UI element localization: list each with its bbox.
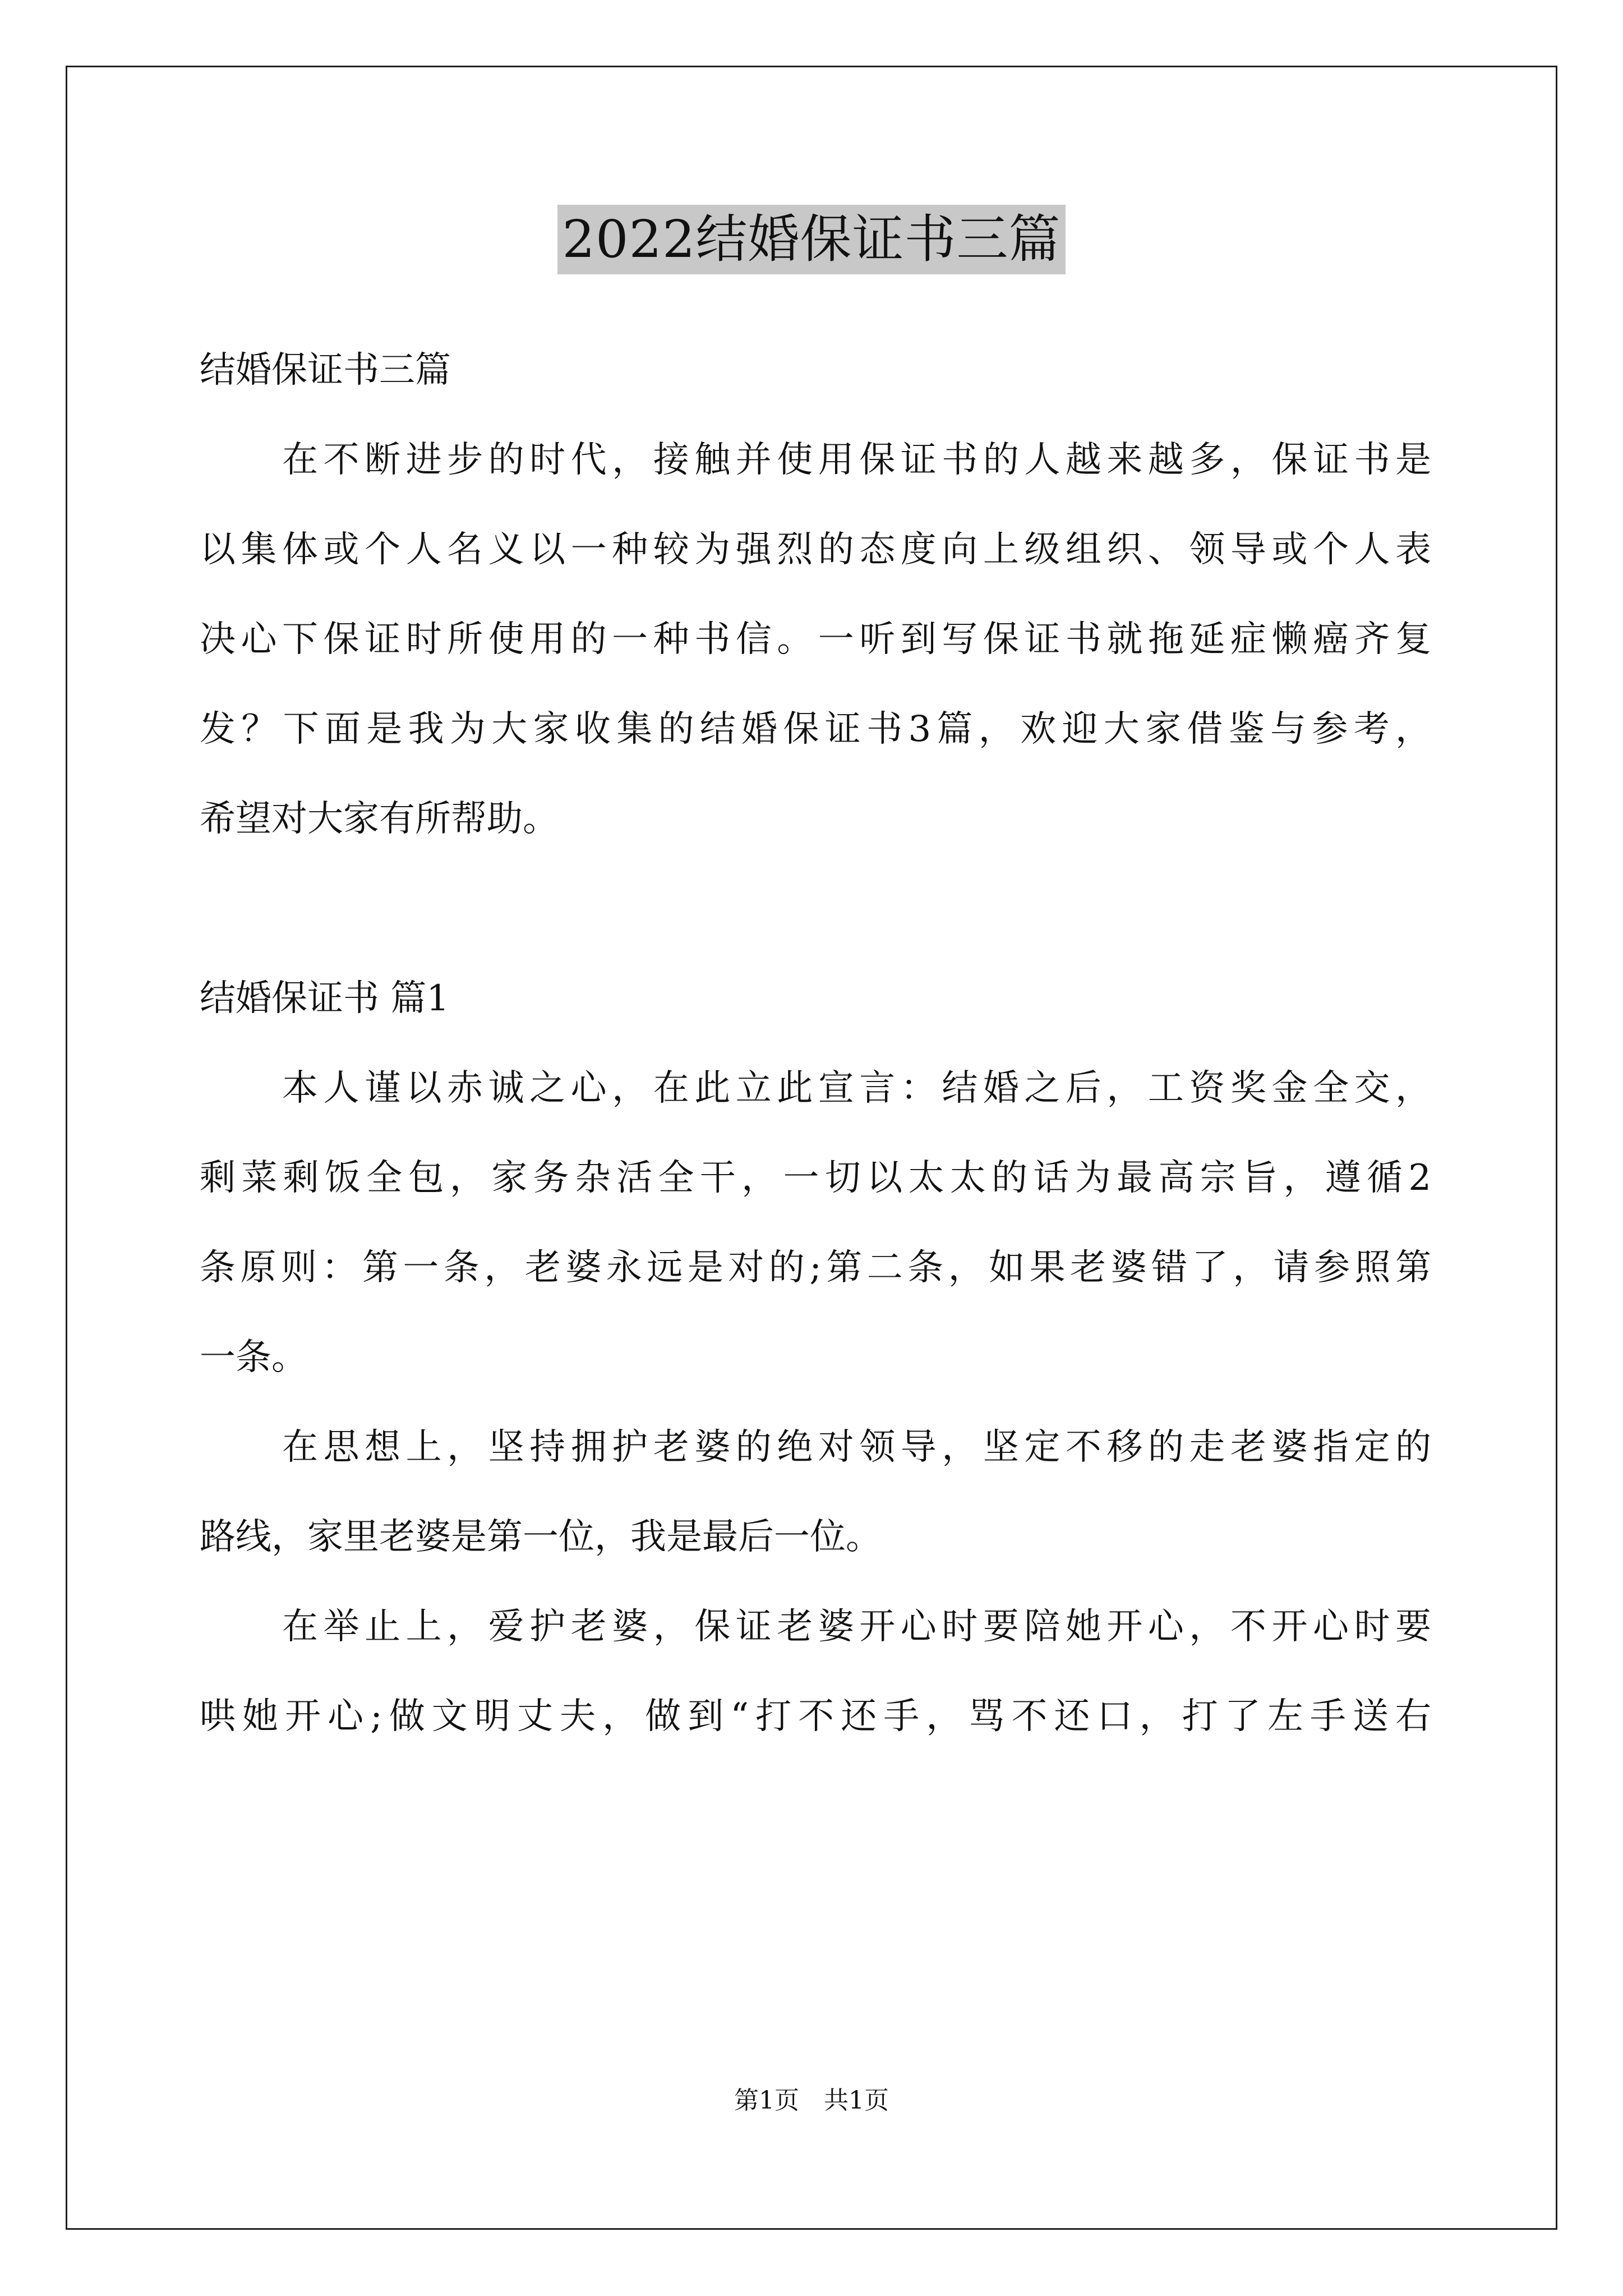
title-container bbox=[0, 205, 1623, 274]
paragraph-line: 在不断进步的时代，接触并使用保证书的人越来越多，保证书是 bbox=[200, 439, 1431, 481]
paragraph-line: 在思想上，坚持拥护老婆的绝对领导，坚定不移的走老婆指定的 bbox=[200, 1427, 1431, 1468]
paragraph-line: 条原则：第一条，老婆永远是对的;第二条，如果老婆错了，请参照第 bbox=[200, 1247, 1431, 1289]
paragraph-line: 本人谨以赤诚之心，在此立此宣言：结婚之后，工资奖金全交， bbox=[200, 1068, 1431, 1109]
paragraph-line: 决心下保证时所使用的一种书信。一听到写保证书就拖延症懒癌齐复 bbox=[200, 619, 1431, 660]
paragraph-line: 一条。 bbox=[200, 1337, 307, 1378]
document-title: 2022结婚保证书三篇 bbox=[557, 205, 1065, 274]
page-footer: 第1页 共1页 bbox=[734, 2086, 889, 2115]
blank-line bbox=[200, 864, 1431, 954]
paragraph-line: 发？下面是我为大家收集的结婚保证书3篇，欢迎大家借鉴与参考， bbox=[200, 708, 1431, 750]
paragraph-line: 希望对大家有所帮助。 bbox=[200, 798, 559, 840]
paragraph-line: 剩菜剩饭全包，家务杂活全干，一切以太太的话为最高宗旨，遵循2 bbox=[200, 1157, 1431, 1199]
paragraph-line: 以集体或个人名义以一种较为强烈的态度向上级组织、领导或个人表 bbox=[200, 529, 1431, 570]
paragraph-line: 在举止上，爱护老婆，保证老婆开心时要陪她开心，不开心时要 bbox=[200, 1606, 1431, 1648]
section-heading: 结婚保证书 篇1 bbox=[200, 978, 450, 1019]
heading-line: 结婚保证书三篇 bbox=[200, 349, 451, 391]
document-body bbox=[200, 325, 1431, 1761]
paragraph-line: 哄她开心;做文明丈夫，做到“打不还手，骂不还口，打了左手送右 bbox=[200, 1696, 1431, 1737]
paragraph-line: 路线，家里老婆是第一位，我是最后一位。 bbox=[200, 1516, 882, 1558]
